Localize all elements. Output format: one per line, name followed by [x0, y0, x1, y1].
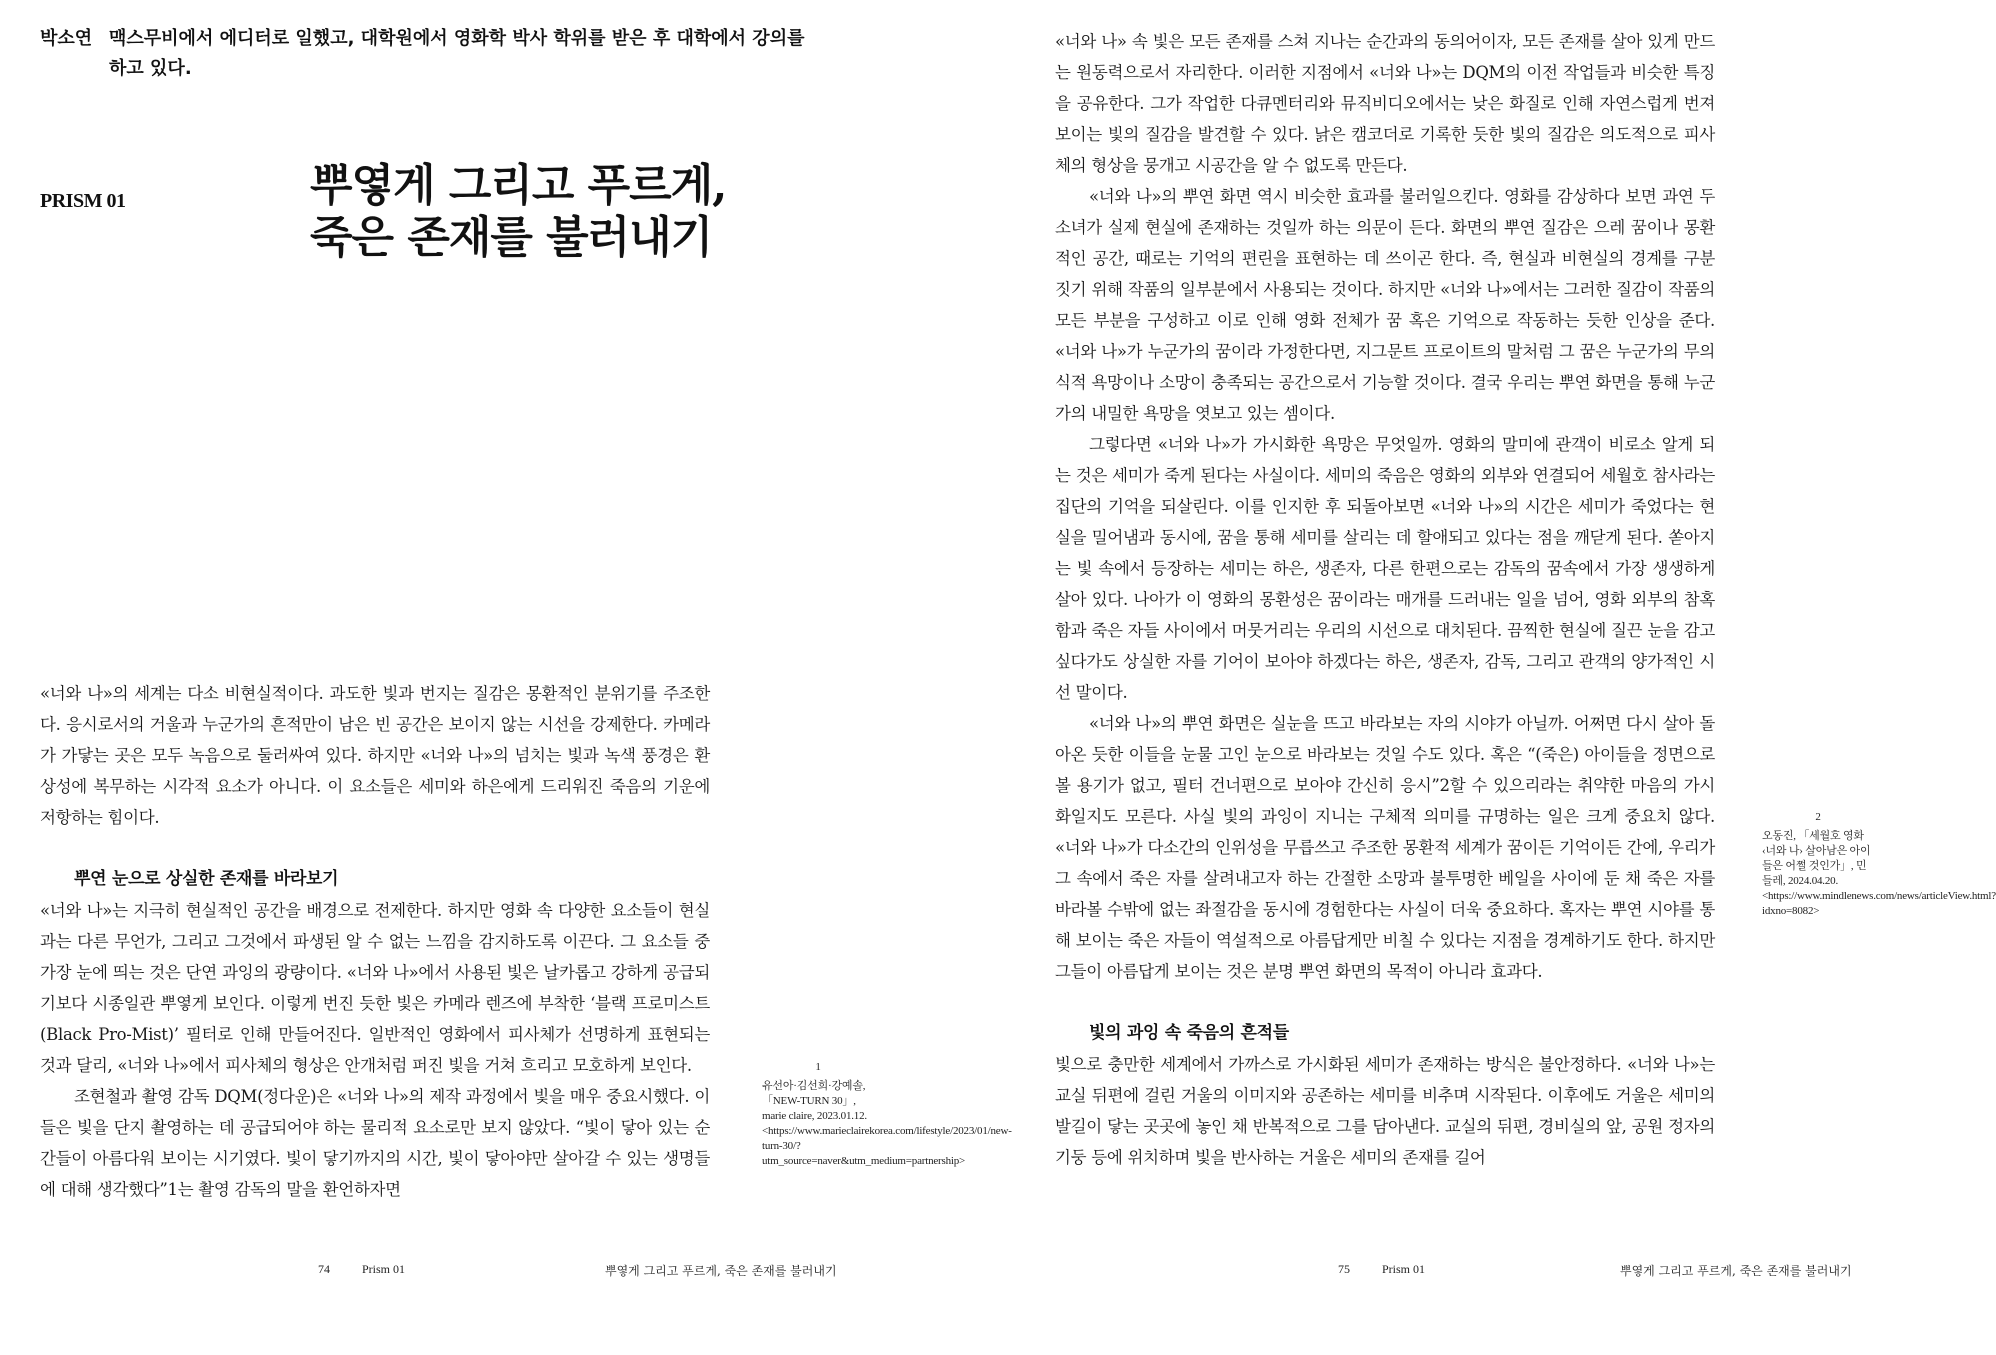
author-bio: 맥스무비에서 에디터로 일했고, 대학원에서 영화학 박사 학위를 받은 후 대학에서 강의를 하고 있다.	[109, 28, 805, 79]
footnote-text: 오동진, 「세월호 영화 ‹너와 나› 살아남은 아이들은 어쩔 것인가」, 민들레, 2024.04.20. <https://www.mindlenews.com/news/articleView.html?idxno=8082>	[1762, 830, 1996, 917]
body-paragraph: 빛으로 충만한 세계에서 가까스로 가시화된 세미가 존재하는 방식은 불안정하다. «너와 나»는 교실 뒤편에 걸린 거울의 이미지와 공존하는 세미를 비추며 시작된다. 이후에도 거울은 세미의 발길이 닿는 곳곳에 놓인 채 반복적으로 그를 담아낸다. 교실의 뒤편, 경비실의 앞, 공원 정자의 기둥 등에 위치하며 빛을 반사하는 거울은 세미의 존재를 길어	[1055, 1055, 1715, 1167]
body-paragraph: «너와 나»의 뿌연 화면은 실눈을 뜨고 바라보는 자의 시야가 아닐까. 어쩌면 다시 살아 돌아온 듯한 이들을 눈물 고인 눈으로 바라보는 것일 수도 있다. 혹은 “(죽은) 아이들을 정면으로 볼 용기가 없고, 필터 건너편으로 보아야 간신히 응시”2할 수 있으리라는 취약한 마음의 가시화일지도 모른다. 사실 빛의 과잉이 지니는 구체적 의미를 규명하는 일은 크게 중요치 않다. «너와 나»가 다소간의 인위성을 무릅쓰고 주조한 몽환적 세계가 꿈이든 기억이든 간에, 우리가 그 속에서 죽은 자를 살려내고자 하는 간절한 소망과 불투명한 베일을 사이에 둔 채 죽은 자를 바라볼 수밖에 없는 좌절감을 동시에 경험한다는 사실이 더욱 중요하다. 혹자는 뿌연 시야를 통해 보이는 죽은 자들이 역설적으로 아름답게만 비칠 수 있다는 지점을 경계하기도 한다. 하지만 그들이 아름답게 보이는 것은 분명 뿌연 화면의 목적이 아니라 효과다.	[1055, 714, 1715, 981]
body-paragraph: «너와 나»는 지극히 현실적인 공간을 배경으로 전제한다. 하지만 영화 속 다양한 요소들이 현실과는 다른 무언가, 그리고 그것에서 파생된 알 수 없는 느낌을 감지하도록 이끈다. 그 요소들 중 가장 눈에 띄는 것은 단연 과잉의 광량이다. «너와 나»에서 사용된 빛은 날카롭고 강하게 공급되기보다 시종일관 뿌옇게 보인다. 이렇게 번진 듯한 빛은 카메라 렌즈에 부착한 ‘블랙 프로미스트(Black Pro-Mist)’ 필터로 인해 만들어진다. 일반적인 영화에서 피사체가 선명하게 표현되는 것과 달리, «너와 나»에서 피사체의 형상은 안개처럼 퍼진 빛을 거쳐 흐리고 모호하게 보인다.	[40, 901, 710, 1075]
paragraph-spacer	[1055, 987, 1715, 1018]
footnote-number: 1	[815, 1061, 821, 1073]
body-paragraph: 그렇다면 «너와 나»가 가시화한 욕망은 무엇일까. 영화의 말미에 관객이 비로소 알게 되는 것은 세미가 죽게 된다는 사실이다. 세미의 죽음은 영화의 외부와 연결되어 세월호 참사라는 집단의 기억을 되살린다. 이를 인지한 후 되돌아보면 «너와 나»의 시간은 세미가 죽었다는 현실을 밀어냄과 동시에, 꿈을 통해 세미를 살리는 데 할애되고 있다는 점을 깨닫게 된다. 쏟아지는 빛 속에서 등장하는 세미는 하은, 생존자, 다른 한편으로는 감독의 꿈속에서 가장 생생하게 살아 있다. 나아가 이 영화의 몽환성은 꿈이라는 매개를 드러내는 일을 넘어, 영화 외부의 참혹함과 죽은 자들 사이에서 머뭇거리는 우리의 시선으로 대치된다. 끔찍한 현실에 질끈 눈을 감고 싶다가도 상실한 자를 기어이 보아야 하겠다는 하은, 생존자, 감독, 그리고 관객의 양가적인 시선 말이다.	[1055, 435, 1715, 702]
folio-title: Prism 01	[1382, 1262, 1426, 1276]
section-heading-2: 빛의 과잉 속 죽음의 흔적들	[1089, 1023, 1289, 1043]
right-page	[960, 0, 1996, 1355]
body-paragraph: «너와 나» 속 빛은 모든 존재를 스쳐 지나는 순간과의 동의어이자, 모든 존재를 살아 있게 만드는 원동력으로서 자리한다. 이러한 지점에서 «너와 나»는 DQM의 이전 작업들과 비슷한 특징을 공유한다. 그가 작업한 다큐멘터리와 뮤직비디오에서는 낮은 화질로 인해 자연스럽게 번져 보이는 빛의 질감을 발견할 수 있다. 낡은 캠코더로 기록한 듯한 빛의 질감은 의도적으로 피사체의 형상을 뭉개고 시공간을 알 수 없도록 만든다.	[1055, 32, 1715, 175]
page-number: 74	[318, 1262, 330, 1276]
author-name: 박소연	[40, 28, 93, 49]
footnote-2	[1762, 810, 1996, 919]
footnote-text: 유선아·김선희·강예솔, 「NEW-TURN 30」, marie claire, 2023.01.12. <https://www.marieclairekorea.com/lifestyle/2023/01/new-turn-30/?utm_source=naver&utm_medium=partnership>	[762, 1080, 1012, 1167]
left-body-text	[40, 678, 710, 1205]
section-heading-1: 뿌연 눈으로 상실한 존재를 바라보기	[74, 869, 339, 889]
title-line-1: 뿌옇게 그리고 푸르게,	[310, 160, 727, 211]
body-paragraph: 조현철과 촬영 감독 DQM(정다운)은 «너와 나»의 제작 과정에서 빛을 매우 중요시했다. 이들은 빛을 단지 촬영하는 데 공급되어야 하는 물리적 요소로만 보지 않았다. “빛이 닿아 있는 순간들이 아름다워 보이는 시기였다. 빛이 닿기까지의 시간, 빛이 닿아야만 살아갈 수 있는 생명들에 대해 생각했다”1는 촬영 감독의 말을 환언하자면	[40, 1087, 710, 1199]
article-title	[310, 160, 870, 264]
running-head: 뿌옇게 그리고 푸르게, 죽은 존재를 불러내기	[1620, 1264, 1852, 1278]
right-body-text	[1055, 26, 1715, 1173]
running-head: 뿌옇게 그리고 푸르게, 죽은 존재를 불러내기	[605, 1264, 837, 1278]
body-paragraph: «너와 나»의 뿌연 화면 역시 비슷한 효과를 불러일으킨다. 영화를 감상하다 보면 과연 두 소녀가 실제 현실에 존재하는 것일까 하는 의문이 든다. 화면의 뿌연 질감은 으레 꿈이나 몽환적인 공간, 때로는 기억의 편린을 표현하는 데 쓰이곤 한다. 즉, 현실과 비현실의 경계를 구분 짓기 위해 작품의 일부분에서 사용되는 것이다. 하지만 «너와 나»에서는 그러한 질감이 작품의 모든 부분을 구성하고 이로 인해 영화 전체가 꿈 혹은 기억으로 작동하는 듯한 인상을 준다. «너와 나»가 누군가의 꿈이라 가정한다면, 지그문트 프로이트의 말처럼 그 꿈은 누군가의 무의식적 욕망이나 소망이 충족되는 공간으로서 기능할 것이다. 결국 우리는 뿌연 화면을 통해 누군가의 내밀한 욕망을 엿보고 있는 셈이다.	[1055, 187, 1715, 423]
paragraph-spacer	[40, 833, 710, 864]
footnote-number: 2	[1815, 811, 1821, 823]
title-line-2: 죽은 존재를 불러내기	[310, 212, 713, 263]
section-label: PRISM 01	[40, 190, 126, 212]
folio-title: Prism 01	[362, 1262, 406, 1276]
page-number: 75	[1338, 1262, 1350, 1276]
intro-paragraph: «너와 나»의 세계는 다소 비현실적이다. 과도한 빛과 번지는 질감은 몽환적인 분위기를 주조한다. 응시로서의 거울과 누군가의 흔적만이 남은 빈 공간은 보이지 않는 시선을 강제한다. 카메라가 가닿는 곳은 모두 녹음으로 둘러싸여 있다. 하지만 «너와 나»의 넘치는 빛과 녹색 풍경은 환상성에 복무하는 시각적 요소가 아니다. 이 요소들은 세미와 하은에게 드리워진 죽음의 기운에 저항하는 힘이다.	[40, 684, 710, 827]
footnote-1	[762, 1060, 1012, 1169]
